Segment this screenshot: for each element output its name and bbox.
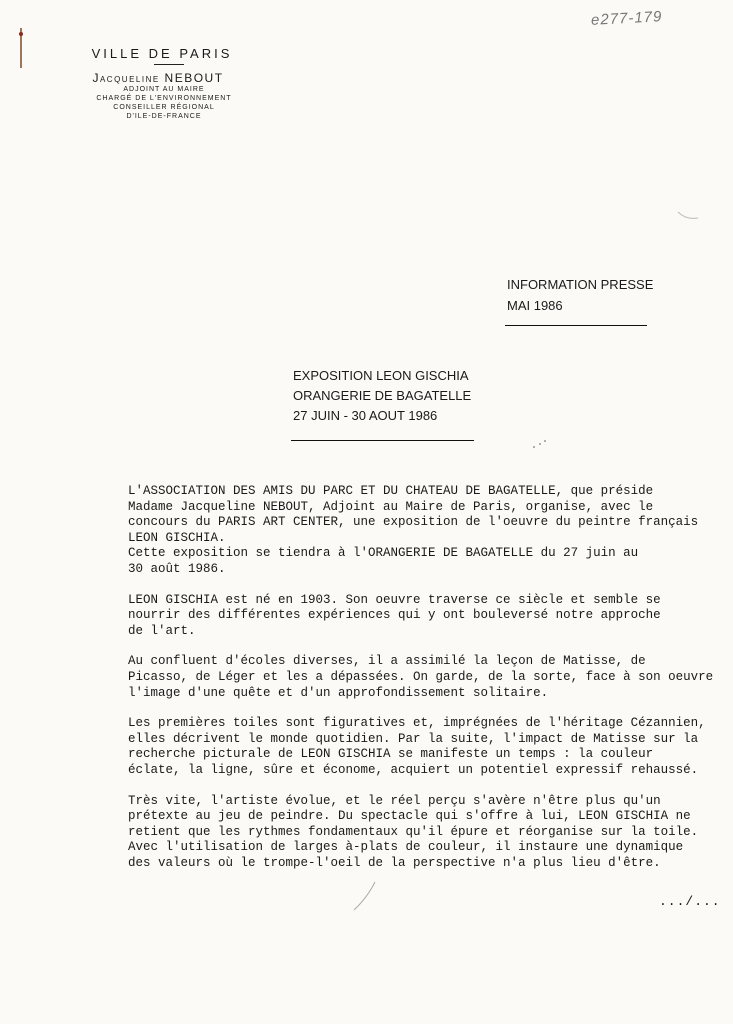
text-line: LEON GISCHIA. bbox=[128, 530, 226, 545]
text-line: retient que les rythmes fondamentaux qu'il épure et réorganise sur la toile. bbox=[128, 824, 699, 839]
text-line: Madame Jacqueline NEBOUT, Adjoint au Maire de Paris, organise, avec le bbox=[128, 499, 654, 514]
pencil-stroke-mark bbox=[351, 880, 377, 912]
text-line: de l'art. bbox=[128, 623, 196, 638]
text-line: Avec l'utilisation de larges à-plats de couleur, il instaure une dynamique bbox=[128, 840, 684, 855]
letterhead-title-2: CHARGÉ DE L'ENVIRONNEMENT bbox=[96, 95, 232, 102]
paragraph-influences bbox=[128, 654, 733, 701]
text-line: elles décrivent le monde quotidien. Par la suite, l'impact de Matisse sur la bbox=[128, 731, 699, 746]
text-line: Les premières toiles sont figuratives et, imprégnées de l'héritage Cézannien, bbox=[128, 716, 706, 731]
text-line: des valeurs où le trompe-l'oeil de la perspective n'a plus lieu d'être. bbox=[128, 855, 661, 870]
text-line: recherche picturale de LEON GISCHIA se manifeste un temps : la couleur bbox=[128, 747, 654, 762]
text-line: concours du PARIS ART CENTER, une exposition de l'oeuvre du peintre français bbox=[128, 515, 699, 530]
exhibition-title: EXPOSITION LEON GISCHIA bbox=[293, 368, 469, 383]
paragraph-biography bbox=[128, 593, 733, 640]
letterhead bbox=[58, 46, 258, 121]
continuation-marker: .../... bbox=[659, 894, 721, 909]
text-line: L'ASSOCIATION DES AMIS DU PARC ET DU CHATEAU DE BAGATELLE, que préside bbox=[128, 484, 654, 498]
press-info-underline bbox=[505, 325, 647, 326]
press-info-block bbox=[507, 274, 653, 316]
text-line: Picasso, de Léger et les a dépassées. On garde, de la sorte, face à son oeuvre bbox=[128, 669, 714, 684]
letterhead-title-1: ADJOINT AU MAIRE bbox=[123, 86, 205, 93]
text-line: prétexte au jeu de peindre. Du spectacle qui s'offre à lui, LEON GISCHIA ne bbox=[128, 809, 691, 824]
paper-crease-mark bbox=[676, 208, 700, 222]
text-line: éclate, la ligne, sûre et économe, acquiert un potentiel expressif rehaussé. bbox=[128, 762, 699, 777]
exhibition-venue: ORANGERIE DE BAGATELLE bbox=[293, 388, 472, 403]
press-info-date: MAI 1986 bbox=[507, 298, 563, 313]
exhibition-dates: 27 JUIN - 30 AOUT 1986 bbox=[293, 408, 438, 423]
paragraph-intro bbox=[128, 484, 733, 578]
press-release-body bbox=[128, 484, 733, 886]
text-line: Cette exposition se tiendra à l'ORANGERIE DE BAGATELLE du 27 juin au bbox=[128, 546, 639, 561]
text-line: l'image d'une quête et d'un approfondissement solitaire. bbox=[128, 685, 549, 700]
letterhead-title-3: CONSEILLER RÉGIONAL bbox=[113, 104, 215, 111]
handwritten-reference: e277-179 bbox=[590, 8, 663, 29]
letterhead-name: Jacqueline NEBOUT bbox=[92, 71, 224, 85]
ink-specks bbox=[531, 438, 549, 450]
exhibition-heading bbox=[293, 366, 471, 426]
exhibition-underline bbox=[291, 440, 474, 441]
letterhead-title-4: D'ILE-DE-FRANCE bbox=[126, 113, 202, 120]
letterhead-divider bbox=[154, 64, 184, 65]
binder-punch-mark bbox=[18, 26, 24, 70]
paragraph-early-works bbox=[128, 716, 733, 778]
letterhead-city: VILLE DE PARIS bbox=[91, 46, 233, 61]
text-line: Au confluent d'écoles diverses, il a assimilé la leçon de Matisse, de bbox=[128, 654, 646, 669]
text-line: nourrir des différentes expériences qui y ont bouleversé notre approche bbox=[128, 608, 661, 623]
paragraph-evolution bbox=[128, 794, 733, 872]
text-line: LEON GISCHIA est né en 1903. Son oeuvre traverse ce siècle et semble se bbox=[128, 592, 661, 607]
text-line: Très vite, l'artiste évolue, et le réel perçu s'avère n'être plus qu'un bbox=[128, 793, 661, 808]
text-line: 30 août 1986. bbox=[128, 561, 226, 576]
press-info-heading: INFORMATION PRESSE bbox=[507, 277, 654, 292]
